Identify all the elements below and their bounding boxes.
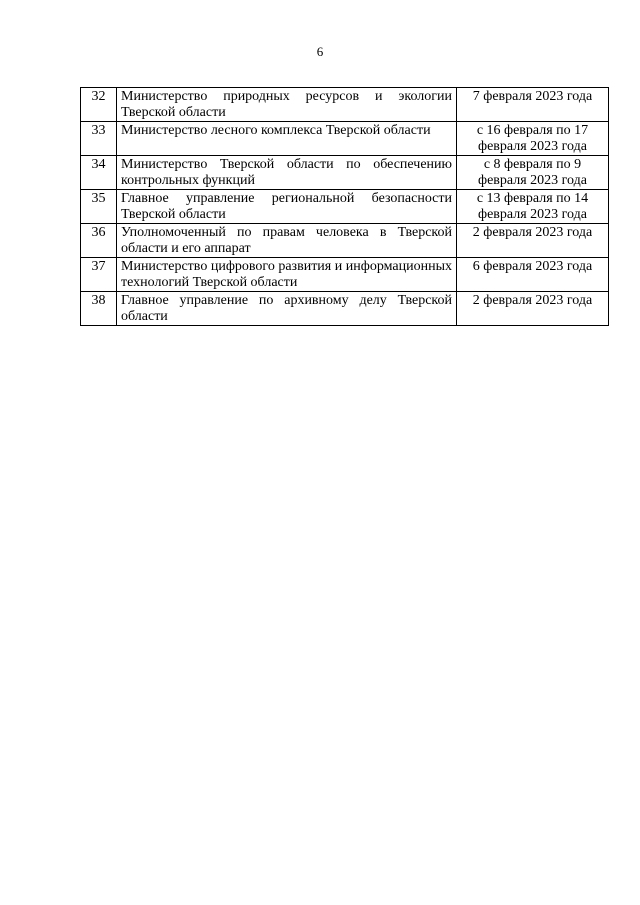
schedule-date: 2 февраля 2023 года — [457, 224, 609, 258]
table-row — [81, 156, 609, 190]
organization-name: Главное управление по архивному делу Тверской области — [117, 292, 457, 326]
schedule-table — [80, 87, 609, 326]
table-row — [81, 292, 609, 326]
row-number: 34 — [81, 156, 117, 190]
table-row — [81, 88, 609, 122]
row-number: 32 — [81, 88, 117, 122]
schedule-date: с 16 февраля по 17 февраля 2023 года — [457, 122, 609, 156]
organization-name: Уполномоченный по правам человека в Тверской области и его аппарат — [117, 224, 457, 258]
organization-name: Министерство Тверской области по обеспечению контрольных функций — [117, 156, 457, 190]
row-number: 33 — [81, 122, 117, 156]
table-row — [81, 190, 609, 224]
organization-name: Главное управление региональной безопасности Тверской области — [117, 190, 457, 224]
table-row — [81, 258, 609, 292]
page-number: 6 — [316, 44, 324, 59]
organization-name: Министерство лесного комплекса Тверской области — [117, 122, 457, 156]
schedule-date: 2 февраля 2023 года — [457, 292, 609, 326]
schedule-date: 6 февраля 2023 года — [457, 258, 609, 292]
table-row — [81, 122, 609, 156]
schedule-date: с 8 февраля по 9 февраля 2023 года — [457, 156, 609, 190]
row-number: 35 — [81, 190, 117, 224]
row-number: 38 — [81, 292, 117, 326]
organization-name: Министерство природных ресурсов и экологии Тверской области — [117, 88, 457, 122]
schedule-date: с 13 февраля по 14 февраля 2023 года — [457, 190, 609, 224]
schedule-date: 7 февраля 2023 года — [457, 88, 609, 122]
organization-name: Министерство цифрового развития и информационных технологий Тверской области — [117, 258, 457, 292]
row-number: 37 — [81, 258, 117, 292]
table-row — [81, 224, 609, 258]
row-number: 36 — [81, 224, 117, 258]
